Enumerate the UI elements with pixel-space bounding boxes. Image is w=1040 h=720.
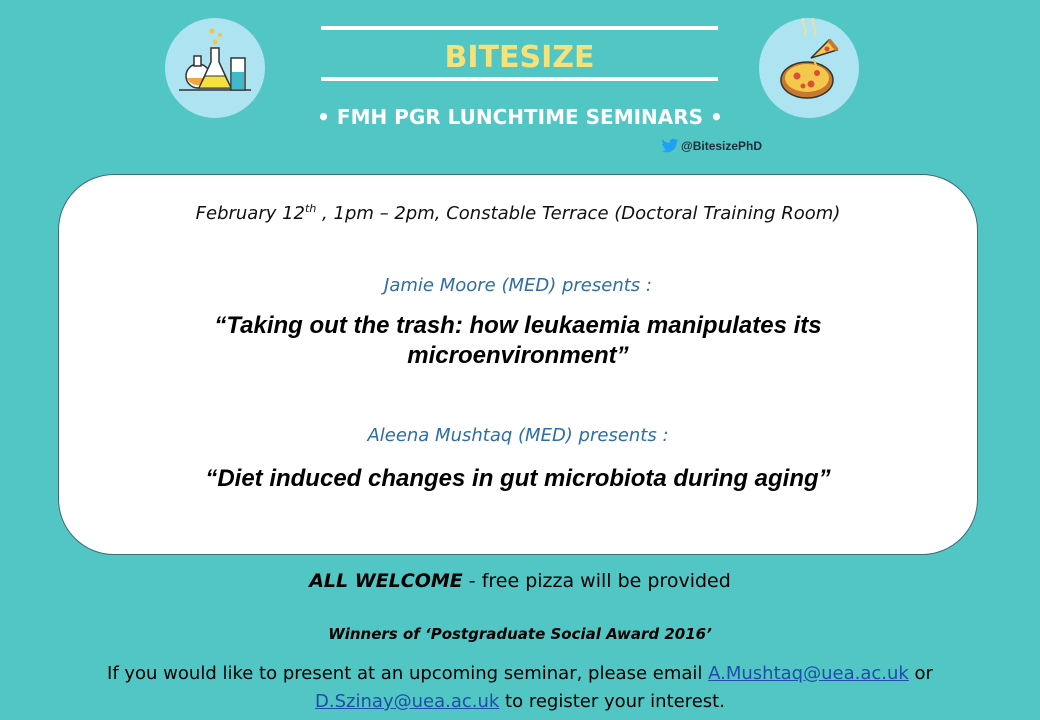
event-date-suffix: th — [305, 202, 317, 215]
welcome-note — [0, 570, 1040, 592]
award-note: Winners of ‘Postgraduate Social Award 2016’ — [328, 625, 712, 643]
presenter-2: Aleena Mushtaq (MED) presents : — [367, 425, 669, 446]
talk-title-1-line-2: microenvironment” — [407, 342, 629, 369]
seminar-card — [58, 174, 978, 555]
twitter-bird-icon — [661, 138, 679, 154]
contact-pre: If you would like to present at an upcoming seminar, please email — [107, 663, 703, 684]
header-rule-bottom — [321, 77, 718, 81]
pizza-badge — [759, 18, 859, 118]
contact-mid: or — [914, 663, 933, 684]
twitter-handle[interactable]: @BitesizePhD — [681, 139, 763, 153]
talk-title-1-line-1: “Taking out the trash: how leukaemia manipulates its — [214, 312, 822, 339]
event-time-location: , 1pm – 2pm, Constable Terrace (Doctoral Training Room) — [322, 203, 841, 224]
pizza-icon — [759, 18, 859, 118]
contact-post: to register your interest. — [505, 691, 725, 712]
welcome-rest: - free pizza will be provided — [462, 570, 731, 592]
welcome-strong: ALL WELCOME — [309, 570, 463, 592]
email-link-1[interactable]: A.Mushtaq@uea.ac.uk — [708, 663, 909, 684]
talk-title-2 — [59, 464, 977, 494]
contact-note — [60, 660, 980, 716]
event-datetime — [59, 202, 977, 224]
presenter-1: Jamie Moore (MED) presents : — [384, 275, 652, 296]
talk-title-1 — [59, 311, 977, 371]
talk-title-2-line-1: “Diet induced changes in gut microbiota during aging” — [205, 465, 831, 492]
page-subtitle: • FMH PGR LUNCHTIME SEMINARS • — [317, 105, 723, 129]
page-title: BITESIZE — [444, 40, 595, 75]
twitter-link[interactable] — [661, 137, 762, 155]
flasks-badge — [165, 18, 265, 118]
header-rule-top — [321, 26, 718, 30]
chemistry-flasks-icon — [165, 18, 265, 118]
email-link-2[interactable]: D.Szinay@uea.ac.uk — [315, 691, 500, 712]
event-date: February 12 — [195, 203, 306, 224]
